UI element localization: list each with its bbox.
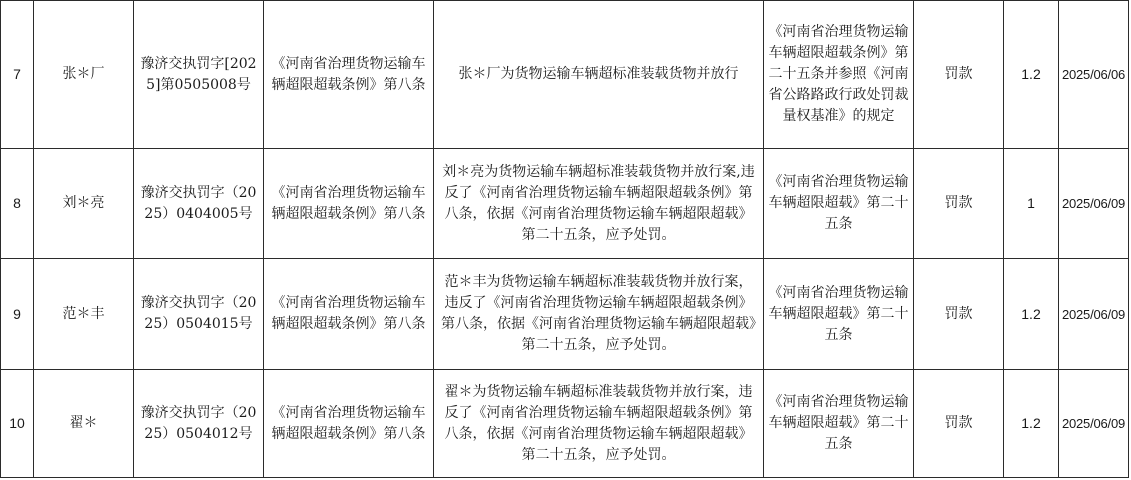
table-row	[1, 259, 1129, 370]
table-row	[1, 1, 1129, 149]
violation-facts: 范＊丰为货物运输车辆超标准装载货物并放行案，违反了《河南省治理货物运输车辆超限超载条例》第八条，依据《河南省治理货物运输车辆超限超载》第二十五条，应予处罚。	[434, 259, 764, 370]
violated-basis: 《河南省治理货物运输车辆超限超载条例》第八条	[264, 259, 434, 370]
penalty-amount: 1.2	[1004, 1, 1059, 149]
violated-basis: 《河南省治理货物运输车辆超限超载条例》第八条	[264, 1, 434, 149]
violation-facts: 张＊厂为货物运输车辆超标准装载货物并放行	[434, 1, 764, 149]
penalty-basis: 《河南省治理货物运输车辆超限超载》第二十五条	[764, 149, 914, 259]
violated-basis: 《河南省治理货物运输车辆超限超载条例》第八条	[264, 370, 434, 478]
violated-basis: 《河南省治理货物运输车辆超限超载条例》第八条	[264, 149, 434, 259]
decision-date: 2025/06/09	[1059, 370, 1129, 478]
decision-date: 2025/06/06	[1059, 1, 1129, 149]
row-index: 9	[1, 259, 34, 370]
table-row	[1, 370, 1129, 478]
table-row	[1, 149, 1129, 259]
document-number: 豫济交执罚字（2025）0504015号	[134, 259, 264, 370]
row-index: 7	[1, 1, 34, 149]
decision-date: 2025/06/09	[1059, 259, 1129, 370]
document-number: 豫济交执罚字（2025）0404005号	[134, 149, 264, 259]
row-index: 8	[1, 149, 34, 259]
penalty-type: 罚款	[914, 259, 1004, 370]
party-name: 翟＊	[34, 370, 134, 478]
penalty-type: 罚款	[914, 370, 1004, 478]
document-number: 豫济交执罚字[2025]第0505008号	[134, 1, 264, 149]
penalty-amount: 1	[1004, 149, 1059, 259]
violation-facts: 刘＊亮为货物运输车辆超标准装载货物并放行案,违反了《河南省治理货物运输车辆超限超载条例》第八条，依据《河南省治理货物运输车辆超限超载》第二十五条，应予处罚。	[434, 149, 764, 259]
party-name: 刘＊亮	[34, 149, 134, 259]
decision-date: 2025/06/09	[1059, 149, 1129, 259]
party-name: 范＊丰	[34, 259, 134, 370]
document-number: 豫济交执罚字（2025）0504012号	[134, 370, 264, 478]
penalty-basis: 《河南省治理货物运输车辆超限超载》第二十五条	[764, 370, 914, 478]
penalty-amount: 1.2	[1004, 370, 1059, 478]
penalty-type: 罚款	[914, 149, 1004, 259]
penalty-basis: 《河南省治理货物运输车辆超限超载条例》第二十五条并参照《河南省公路路政行政处罚裁量权基准》的规定	[764, 1, 914, 149]
penalty-type: 罚款	[914, 1, 1004, 149]
penalty-basis: 《河南省治理货物运输车辆超限超载》第二十五条	[764, 259, 914, 370]
row-index: 10	[1, 370, 34, 478]
party-name: 张＊厂	[34, 1, 134, 149]
violation-facts: 翟＊为货物运输车辆超标准装载货物并放行案，违反了《河南省治理货物运输车辆超限超载条例》第八条，依据《河南省治理货物运输车辆超限超载》第二十五条，应予处罚。	[434, 370, 764, 478]
penalty-amount: 1.2	[1004, 259, 1059, 370]
